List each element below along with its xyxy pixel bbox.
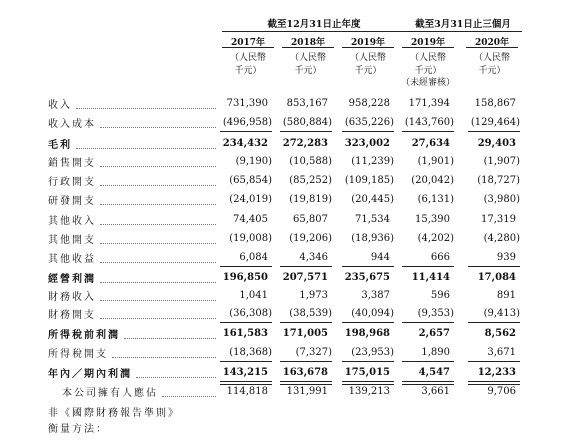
value-cell: 1,973	[299, 290, 328, 301]
table-row	[0, 154, 580, 173]
value-cell: 596	[430, 290, 450, 301]
row-label-text: 衡量方法：	[48, 424, 108, 435]
value-cell: 853,167	[286, 98, 328, 109]
row-label-text: 財務開支	[48, 310, 96, 321]
total-rule	[342, 361, 394, 362]
column-year: 2018年	[290, 38, 326, 48]
table-row	[0, 326, 580, 345]
leader-dots	[76, 108, 216, 109]
leader-dots	[100, 262, 216, 263]
value-cell: 1,041	[239, 290, 268, 301]
column-unit: （人民幣	[289, 53, 326, 63]
column-unit: （人民幣	[473, 53, 510, 63]
value-cell: (7,327)	[295, 347, 332, 358]
header-group-annual-rule	[222, 31, 406, 32]
leader-dots	[136, 377, 216, 378]
value-cell: (19,008)	[229, 233, 272, 244]
row-label	[48, 365, 132, 380]
value-cell: (4,280)	[483, 233, 520, 244]
leader-dots	[124, 338, 216, 339]
header-group-annual: 截至12月31日止年度	[267, 19, 361, 30]
row-label-text: 行政開支	[48, 177, 96, 188]
column-header	[398, 35, 458, 90]
total-rule	[402, 322, 454, 323]
row-label-text: 銷售開支	[48, 158, 96, 169]
value-cell: 12,233	[477, 367, 516, 378]
row-label-text: 收入	[48, 100, 72, 111]
row-label-text: 毛利	[48, 140, 72, 151]
value-cell: 958,228	[348, 98, 390, 109]
value-cell: (36,308)	[229, 308, 272, 319]
value-cell: 198,968	[344, 328, 390, 339]
value-cell: (109,185)	[344, 175, 394, 186]
column-header-rule	[282, 47, 334, 48]
value-cell: 4,346	[299, 252, 328, 263]
total-rule	[280, 322, 332, 323]
column-unit: （人民幣	[409, 53, 446, 63]
column-unaudited-note: （未經審核）	[400, 78, 455, 88]
header-group-quarterly: 截至3月31日止三個月	[415, 19, 511, 30]
value-cell: (143,760)	[404, 117, 454, 128]
total-rule	[468, 131, 520, 132]
column-unit: 千元）	[234, 65, 262, 76]
value-cell: 939	[496, 252, 516, 263]
value-cell: (18,936)	[351, 233, 394, 244]
leader-dots	[100, 318, 216, 319]
total-rule	[280, 361, 332, 362]
value-cell: (23,953)	[351, 347, 394, 358]
row-label	[48, 231, 96, 246]
value-cell: 323,002	[344, 138, 390, 149]
value-cell: (11,239)	[351, 156, 394, 167]
value-cell: (1,907)	[483, 156, 520, 167]
row-label-text: 所得稅前利潤	[48, 330, 120, 341]
value-cell: (18,368)	[229, 347, 272, 358]
row-label	[48, 306, 96, 321]
row-label	[48, 270, 96, 285]
leader-dots	[112, 357, 216, 358]
total-rule	[220, 322, 272, 323]
value-cell: (19,206)	[289, 233, 332, 244]
value-cell: 163,678	[282, 367, 328, 378]
leader-dots	[100, 185, 216, 186]
row-label	[48, 192, 96, 207]
header-group-quarterly-rule	[404, 31, 522, 32]
value-cell: (85,252)	[289, 175, 332, 186]
value-cell: (496,958)	[222, 117, 272, 128]
value-cell: (38,539)	[289, 308, 332, 319]
column-header	[218, 35, 278, 77]
row-label-text: 收入成本	[48, 119, 96, 130]
value-cell: 731,390	[226, 98, 268, 109]
value-cell: (20,042)	[411, 175, 454, 186]
row-label-text: 財務收入	[48, 292, 96, 303]
value-cell: 27,634	[411, 138, 450, 149]
leader-dots	[100, 127, 216, 128]
value-cell: (10,588)	[289, 156, 332, 167]
column-unit: 千元）	[414, 65, 442, 76]
value-cell: 6,084	[239, 252, 268, 263]
row-label-text: 研發開支	[48, 196, 96, 207]
table-row	[0, 173, 580, 192]
column-year: 2019年	[410, 38, 446, 48]
row-label-text: 經營利潤	[48, 274, 96, 285]
value-cell: (129,464)	[470, 117, 520, 128]
total-rule	[402, 266, 454, 267]
value-cell: (580,884)	[282, 117, 332, 128]
value-cell: (9,190)	[235, 156, 272, 167]
value-cell: 891	[496, 290, 516, 301]
value-cell: 3,671	[487, 347, 516, 358]
value-cell: 74,405	[233, 214, 268, 225]
column-header-rule	[466, 47, 518, 48]
total-rule	[402, 131, 454, 132]
value-cell: (19,819)	[289, 194, 332, 205]
value-cell: (6,131)	[417, 194, 454, 205]
value-cell: 3,661	[421, 386, 450, 397]
total-rule	[220, 361, 272, 362]
value-cell: 17,084	[477, 272, 516, 283]
column-unit: 千元）	[354, 65, 382, 76]
value-cell: 158,867	[474, 98, 516, 109]
row-label	[48, 250, 96, 265]
column-unit: （人民幣	[229, 53, 266, 63]
leader-dots	[100, 243, 216, 244]
table-row	[0, 231, 580, 250]
leader-dots	[100, 300, 216, 301]
value-cell: 161,583	[222, 328, 268, 339]
column-header-rule	[222, 47, 274, 48]
value-cell: (18,727)	[477, 175, 520, 186]
value-cell: (635,226)	[344, 117, 394, 128]
total-rule	[280, 266, 332, 267]
row-label	[48, 212, 96, 227]
total-rule	[342, 131, 394, 132]
row-label-text: 年內／期內利潤	[48, 369, 132, 380]
row-label-text: 其他收益	[48, 254, 96, 265]
total-rule	[402, 361, 454, 362]
column-unit: （人民幣	[349, 53, 386, 63]
total-rule	[468, 266, 520, 267]
total-rule	[280, 131, 332, 132]
leader-dots	[100, 166, 216, 167]
table-row	[0, 270, 580, 289]
column-year: 2017年	[230, 38, 266, 48]
row-label	[48, 404, 180, 419]
value-cell: 171,005	[282, 328, 328, 339]
row-label-text: 其他收入	[48, 216, 96, 227]
value-cell: 139,213	[348, 386, 390, 397]
value-cell: 114,818	[226, 386, 268, 397]
row-label-text: 其他開支	[48, 235, 96, 246]
column-year: 2019年	[350, 38, 386, 48]
row-label	[48, 173, 96, 188]
value-cell: 207,571	[282, 272, 328, 283]
value-cell: 11,414	[411, 272, 450, 283]
table-row	[0, 420, 580, 439]
value-cell: 15,390	[415, 214, 450, 225]
row-label	[48, 326, 120, 341]
row-label	[48, 288, 96, 303]
value-cell: (9,353)	[417, 308, 454, 319]
column-year: 2020年	[474, 38, 510, 48]
table-row	[0, 212, 580, 231]
column-unit: 千元）	[478, 65, 506, 76]
value-cell: (1,901)	[417, 156, 454, 167]
value-cell: (4,202)	[417, 233, 454, 244]
table-row	[0, 288, 580, 307]
table-row	[0, 192, 580, 211]
total-rule	[220, 131, 272, 132]
value-cell: (40,094)	[351, 308, 394, 319]
column-header-rule	[402, 47, 454, 48]
value-cell: 175,015	[344, 367, 390, 378]
value-cell: 143,215	[222, 367, 268, 378]
value-cell: 71,534	[355, 214, 390, 225]
row-label	[48, 345, 108, 360]
column-header	[338, 35, 398, 77]
total-rule	[468, 361, 520, 362]
value-cell: (3,980)	[483, 194, 520, 205]
value-cell: 272,283	[282, 138, 328, 149]
value-cell: 234,432	[222, 138, 268, 149]
value-cell: 944	[370, 252, 390, 263]
column-unit: 千元）	[294, 65, 322, 76]
row-label	[48, 115, 96, 130]
leader-dots	[76, 148, 216, 149]
leader-dots	[100, 282, 216, 283]
total-rule	[468, 322, 520, 323]
leader-dots	[100, 204, 216, 205]
value-cell: (20,445)	[351, 194, 394, 205]
value-cell: 196,850	[222, 272, 268, 283]
value-cell: 9,706	[487, 386, 516, 397]
leader-dots	[100, 224, 216, 225]
total-rule	[342, 322, 394, 323]
value-cell: 65,807	[293, 214, 328, 225]
row-label-text: 所得稅開支	[48, 349, 108, 360]
value-cell: 1,890	[421, 347, 450, 358]
row-label	[48, 420, 108, 435]
row-label	[48, 96, 72, 111]
total-rule	[220, 266, 272, 267]
value-cell: 235,675	[344, 272, 390, 283]
column-header	[462, 35, 522, 77]
value-cell: (9,413)	[483, 308, 520, 319]
row-label	[48, 154, 96, 169]
value-cell: 3,387	[361, 290, 390, 301]
value-cell: 8,562	[484, 328, 516, 339]
value-cell: 29,403	[477, 138, 516, 149]
value-cell: (65,854)	[229, 175, 272, 186]
value-cell: 666	[430, 252, 450, 263]
table-row	[0, 136, 580, 155]
table-row	[0, 96, 580, 115]
value-cell: 17,319	[481, 214, 516, 225]
value-cell: (24,019)	[229, 194, 272, 205]
column-header	[278, 35, 338, 77]
row-label	[62, 384, 158, 399]
column-header-rule	[342, 47, 394, 48]
value-cell: 2,657	[418, 328, 450, 339]
table-row	[0, 384, 580, 403]
row-label-text: 本公司擁有人應佔	[62, 388, 158, 399]
leader-dots	[162, 396, 216, 397]
value-cell: 171,394	[408, 98, 450, 109]
value-cell: 4,547	[418, 367, 450, 378]
value-cell: 131,991	[286, 386, 328, 397]
row-label	[48, 136, 72, 151]
row-label-text: 非《國際財務報告準則》	[48, 408, 180, 419]
total-rule	[342, 266, 394, 267]
